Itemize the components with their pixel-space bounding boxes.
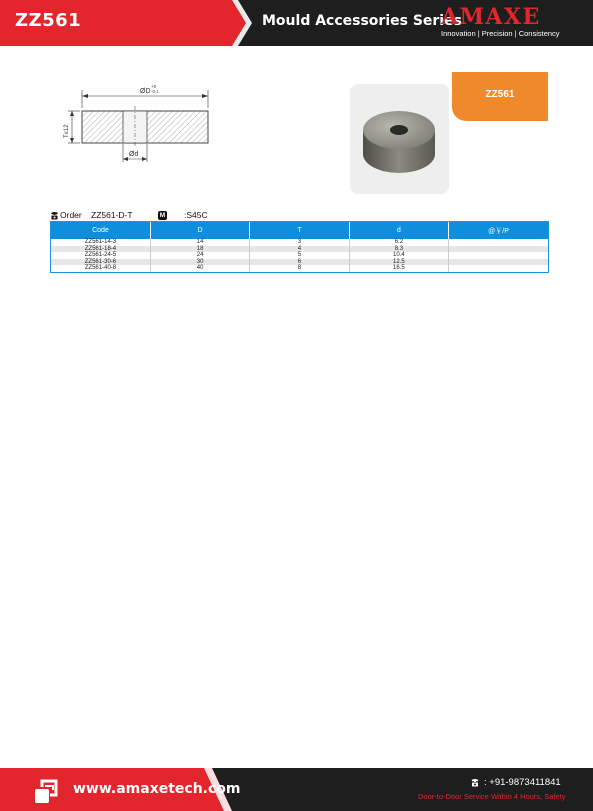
- product-photo: [350, 84, 449, 194]
- cell-d-outer: 30: [150, 259, 249, 266]
- column-header-code: Code: [51, 222, 150, 239]
- table-header-row: [51, 222, 548, 239]
- cell-code: ZZ561-24-5: [51, 252, 150, 259]
- product-tab-label: ZZ561: [485, 89, 515, 100]
- tol-lower-label: -0.1: [151, 89, 159, 94]
- order-label: Order: [60, 210, 82, 220]
- cell-d-outer: 18: [150, 246, 249, 253]
- spec-table: [50, 221, 549, 273]
- column-header-t: T: [250, 222, 349, 239]
- column-header-price: @￥/P: [449, 222, 548, 239]
- material-badge: M: [159, 212, 166, 219]
- cell-t: 3: [250, 239, 349, 246]
- phone-icon: [50, 211, 59, 220]
- website-link[interactable]: www.amaxetech.com: [73, 781, 241, 797]
- dim-thickness-label: T≤12: [64, 124, 70, 138]
- table-row: [51, 265, 548, 272]
- cell-t: 4: [250, 246, 349, 253]
- cell-t: 6: [250, 259, 349, 266]
- dim-outer-label: ØD: [140, 88, 151, 95]
- cell-d-inner: 6.2: [349, 239, 448, 246]
- cell-d-inner: 12.5: [349, 259, 448, 266]
- cell-code: ZZ561-40-8: [51, 265, 150, 272]
- cell-d-outer: 40: [150, 265, 249, 272]
- page-title: ZZ561: [15, 10, 82, 31]
- cell-price: [449, 265, 548, 272]
- cell-t: 8: [250, 265, 349, 272]
- cell-code: ZZ561-18-4: [51, 246, 150, 253]
- tol-upper-label: +0: [151, 84, 157, 89]
- column-header-d-inner: d: [349, 222, 448, 239]
- series-title: Mould Accessories Series: [262, 13, 462, 29]
- material-value: :S45C: [184, 210, 208, 220]
- technical-drawing: [60, 82, 230, 170]
- order-format: ZZ561-D-T: [91, 210, 133, 220]
- cell-code: ZZ561-30-6: [51, 259, 150, 266]
- phone-icon: [470, 778, 480, 787]
- brand-tagline: Innovation | Precision | Consistency: [441, 29, 560, 38]
- cell-t: 5: [250, 252, 349, 259]
- cell-d-inner: 16.5: [349, 265, 448, 272]
- service-note: Door-to-Door Service Within 4 Hours, Safety: [418, 792, 566, 801]
- cell-d-inner: 8.3: [349, 246, 448, 253]
- dim-inner-label: Ød: [129, 151, 139, 158]
- cell-d-outer: 24: [150, 252, 249, 259]
- web-icon: [32, 775, 62, 805]
- column-header-d-outer: D: [150, 222, 249, 239]
- phone-number: : +91-9873411841: [484, 777, 561, 788]
- cell-d-outer: 14: [150, 239, 249, 246]
- cell-d-inner: 10.4: [349, 252, 448, 259]
- brand-logo: AMAXE: [441, 4, 541, 30]
- washer-image: [350, 84, 449, 194]
- cell-code: ZZ561-14-3: [51, 239, 150, 246]
